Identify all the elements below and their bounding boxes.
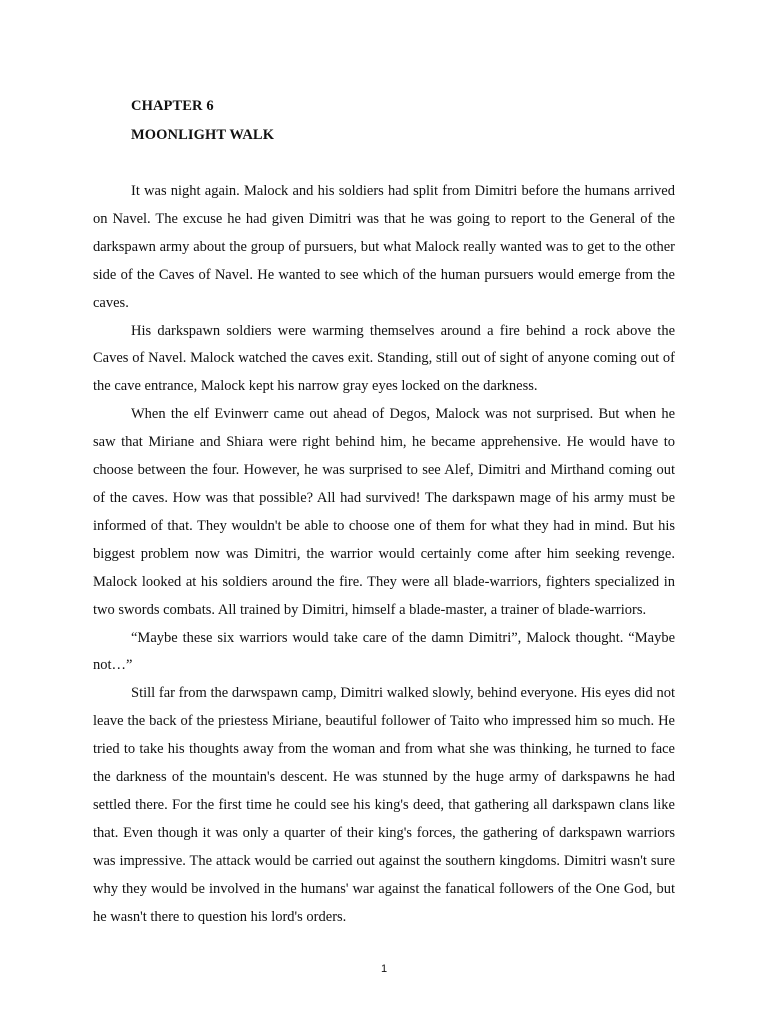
chapter-number: CHAPTER 6 xyxy=(131,98,214,114)
page-number: 1 xyxy=(380,963,388,975)
chapter-title: MOONLIGHT WALK xyxy=(131,127,275,143)
paragraph: “Maybe these six warriors would take care of the damn Dimitri”, Malock thought. “Maybe not…” xyxy=(93,629,675,674)
paragraph: It was night again. Malock and his soldiers had split from Dimitri before the humans arrived on Navel. The excuse he had given Dimitri was that he was going to report to the General of the darkspawn army about the group of pursuers, but what Malock really wanted was to get to the other side of the Caves of Navel. He wanted to see which of the human pursuers would emerge from the caves. xyxy=(93,183,675,311)
paragraph: Still far from the darwspawn camp, Dimitri walked slowly, behind everyone. His eyes did not leave the back of the priestess Miriane, beautiful follower of Taito who impressed him so much. He tried to take his thoughts away from the woman and from what she was thinking, he turned to face the darkness of the mountain's descent. He was stunned by the huge army of darkspawns he had settled there. For the first time he could see his king's deed, that gathering all darkspawn clans like that. Even though it was only a quarter of their king's forces, the gathering of darkspawn warriors was impressive. The attack would be carried out against the southern kingdoms. Dimitri wasn't sure why they would be involved in the humans' war against the fanatical followers of the One God, but he wasn't there to question his lord's orders. xyxy=(93,685,675,925)
paragraph: His darkspawn soldiers were warming themselves around a fire behind a rock above the Caves of Navel. Malock watched the caves exit. Standing, still out of sight of anyone coming out of the cave entrance, Malock kept his narrow gray eyes locked on the darkness. xyxy=(93,322,675,395)
paragraph: When the elf Evinwerr came out ahead of Degos, Malock was not surprised. But when he saw that Miriane and Shiara were right behind him, he became apprehensive. He would have to choose between the four. However, he was surprised to see Alef, Dimitri and Mirthand coming out of the caves. How was that possible? All had survived! The darkspawn mage of his army must be informed of that. They wouldn't be able to choose one of them for what they had in mind. But his biggest problem now was Dimitri, the warrior would certainly come after him seeking revenge. Malock looked at his soldiers around the fire. They were all blade-warriors, fighters specialized in two swords combats. All trained by Dimitri, himself a blade-master, a trainer of blade-warriors. xyxy=(93,406,675,618)
chapter-body xyxy=(93,178,675,931)
